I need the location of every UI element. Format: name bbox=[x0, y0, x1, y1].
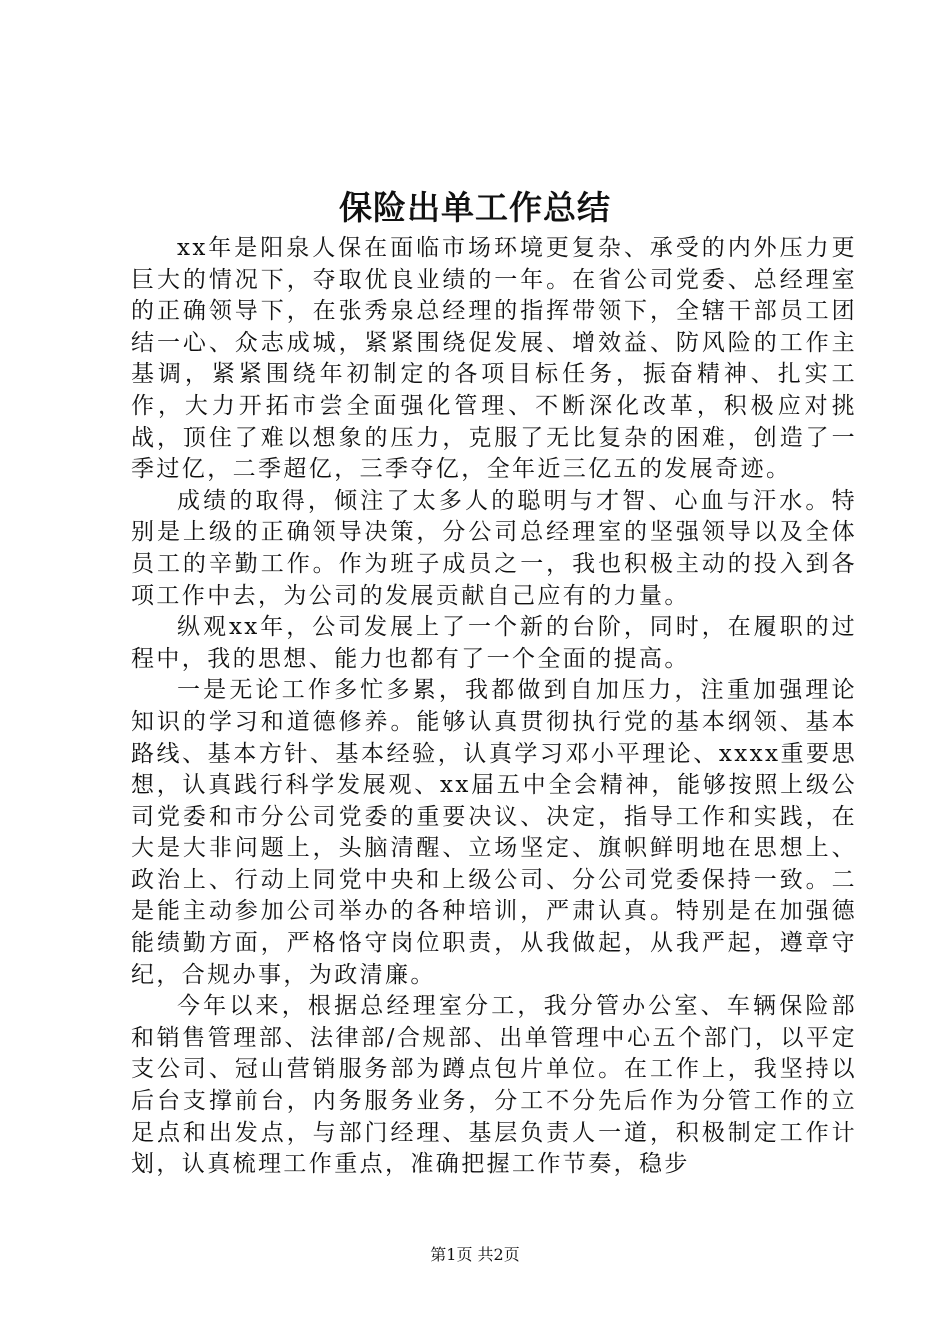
body-paragraph: 一是无论工作多忙多累，我都做到自加压力，注重加强理论知识的学习和道德修养。能够认真贯彻执行党的基本纲领、基本路线、基本方针、基本经验，认真学习邓小平理论、xxxx重要思想，认真践行科学发展观、xx届五中全会精神，能够按照上级公司党委和市分公司党委的重要决议、决定，指导工作和实践，在大是大非问题上，头脑清醒、立场坚定、旗帜鲜明地在思想上、政治上、行动上同党中央和上级公司、分公司党委保持一致。二是能主动参加公司举办的各种培训，严肃认真。特别是在加强德能绩勤方面，严格恪守岗位职责，从我做起，从我严起，遵章守纪，合规办事，为政清廉。 bbox=[131, 677, 857, 988]
page-number-footer: 第1页 共2页 bbox=[430, 1245, 520, 1264]
body-paragraph: 今年以来，根据总经理室分工，我分管办公室、车辆保险部和销售管理部、法律部/合规部、出单管理中心五个部门，以平定支公司、冠山营销服务部为蹲点包片单位。在工作上，我坚持以后台支撑前台，内务服务业务，分工不分先后作为分管工作的立足点和出发点，与部门经理、基层负责人一道，积极制定工作计划，认真梳理工作重点，准确把握工作节奏，稳步 bbox=[131, 993, 857, 1178]
body-paragraph: 纵观xx年，公司发展上了一个新的台阶，同时，在履职的过程中，我的思想、能力也都有了一个全面的提高。 bbox=[131, 614, 857, 672]
body-paragraph: xx年是阳泉人保在面临市场环境更复杂、承受的内外压力更巨大的情况下，夺取优良业绩的一年。在省公司党委、总经理室的正确领导下，在张秀泉总经理的指挥带领下，全辖干部员工团结一心、众志成城，紧紧围绕促发展、增效益、防风险的工作主基调，紧紧围绕年初制定的各项目标任务，振奋精神、扎实工作，大力开拓市尝全面强化管理、不断深化改革，积极应对挑战，顶住了难以想象的压力，克服了无比复杂的困难，创造了一季过亿，二季超亿，三季夺亿，全年近三亿五的发展奇迹。 bbox=[131, 235, 857, 483]
body-paragraph: 成绩的取得，倾注了太多人的聪明与才智、心血与汗水。特别是上级的正确领导决策，分公司总经理室的坚强领导以及全体员工的辛勤工作。作为班子成员之一，我也积极主动的投入到各项工作中去，为公司的发展贡献自己应有的力量。 bbox=[131, 487, 857, 609]
document-title: 保险出单工作总结 bbox=[339, 188, 611, 227]
document-body bbox=[131, 233, 857, 1181]
